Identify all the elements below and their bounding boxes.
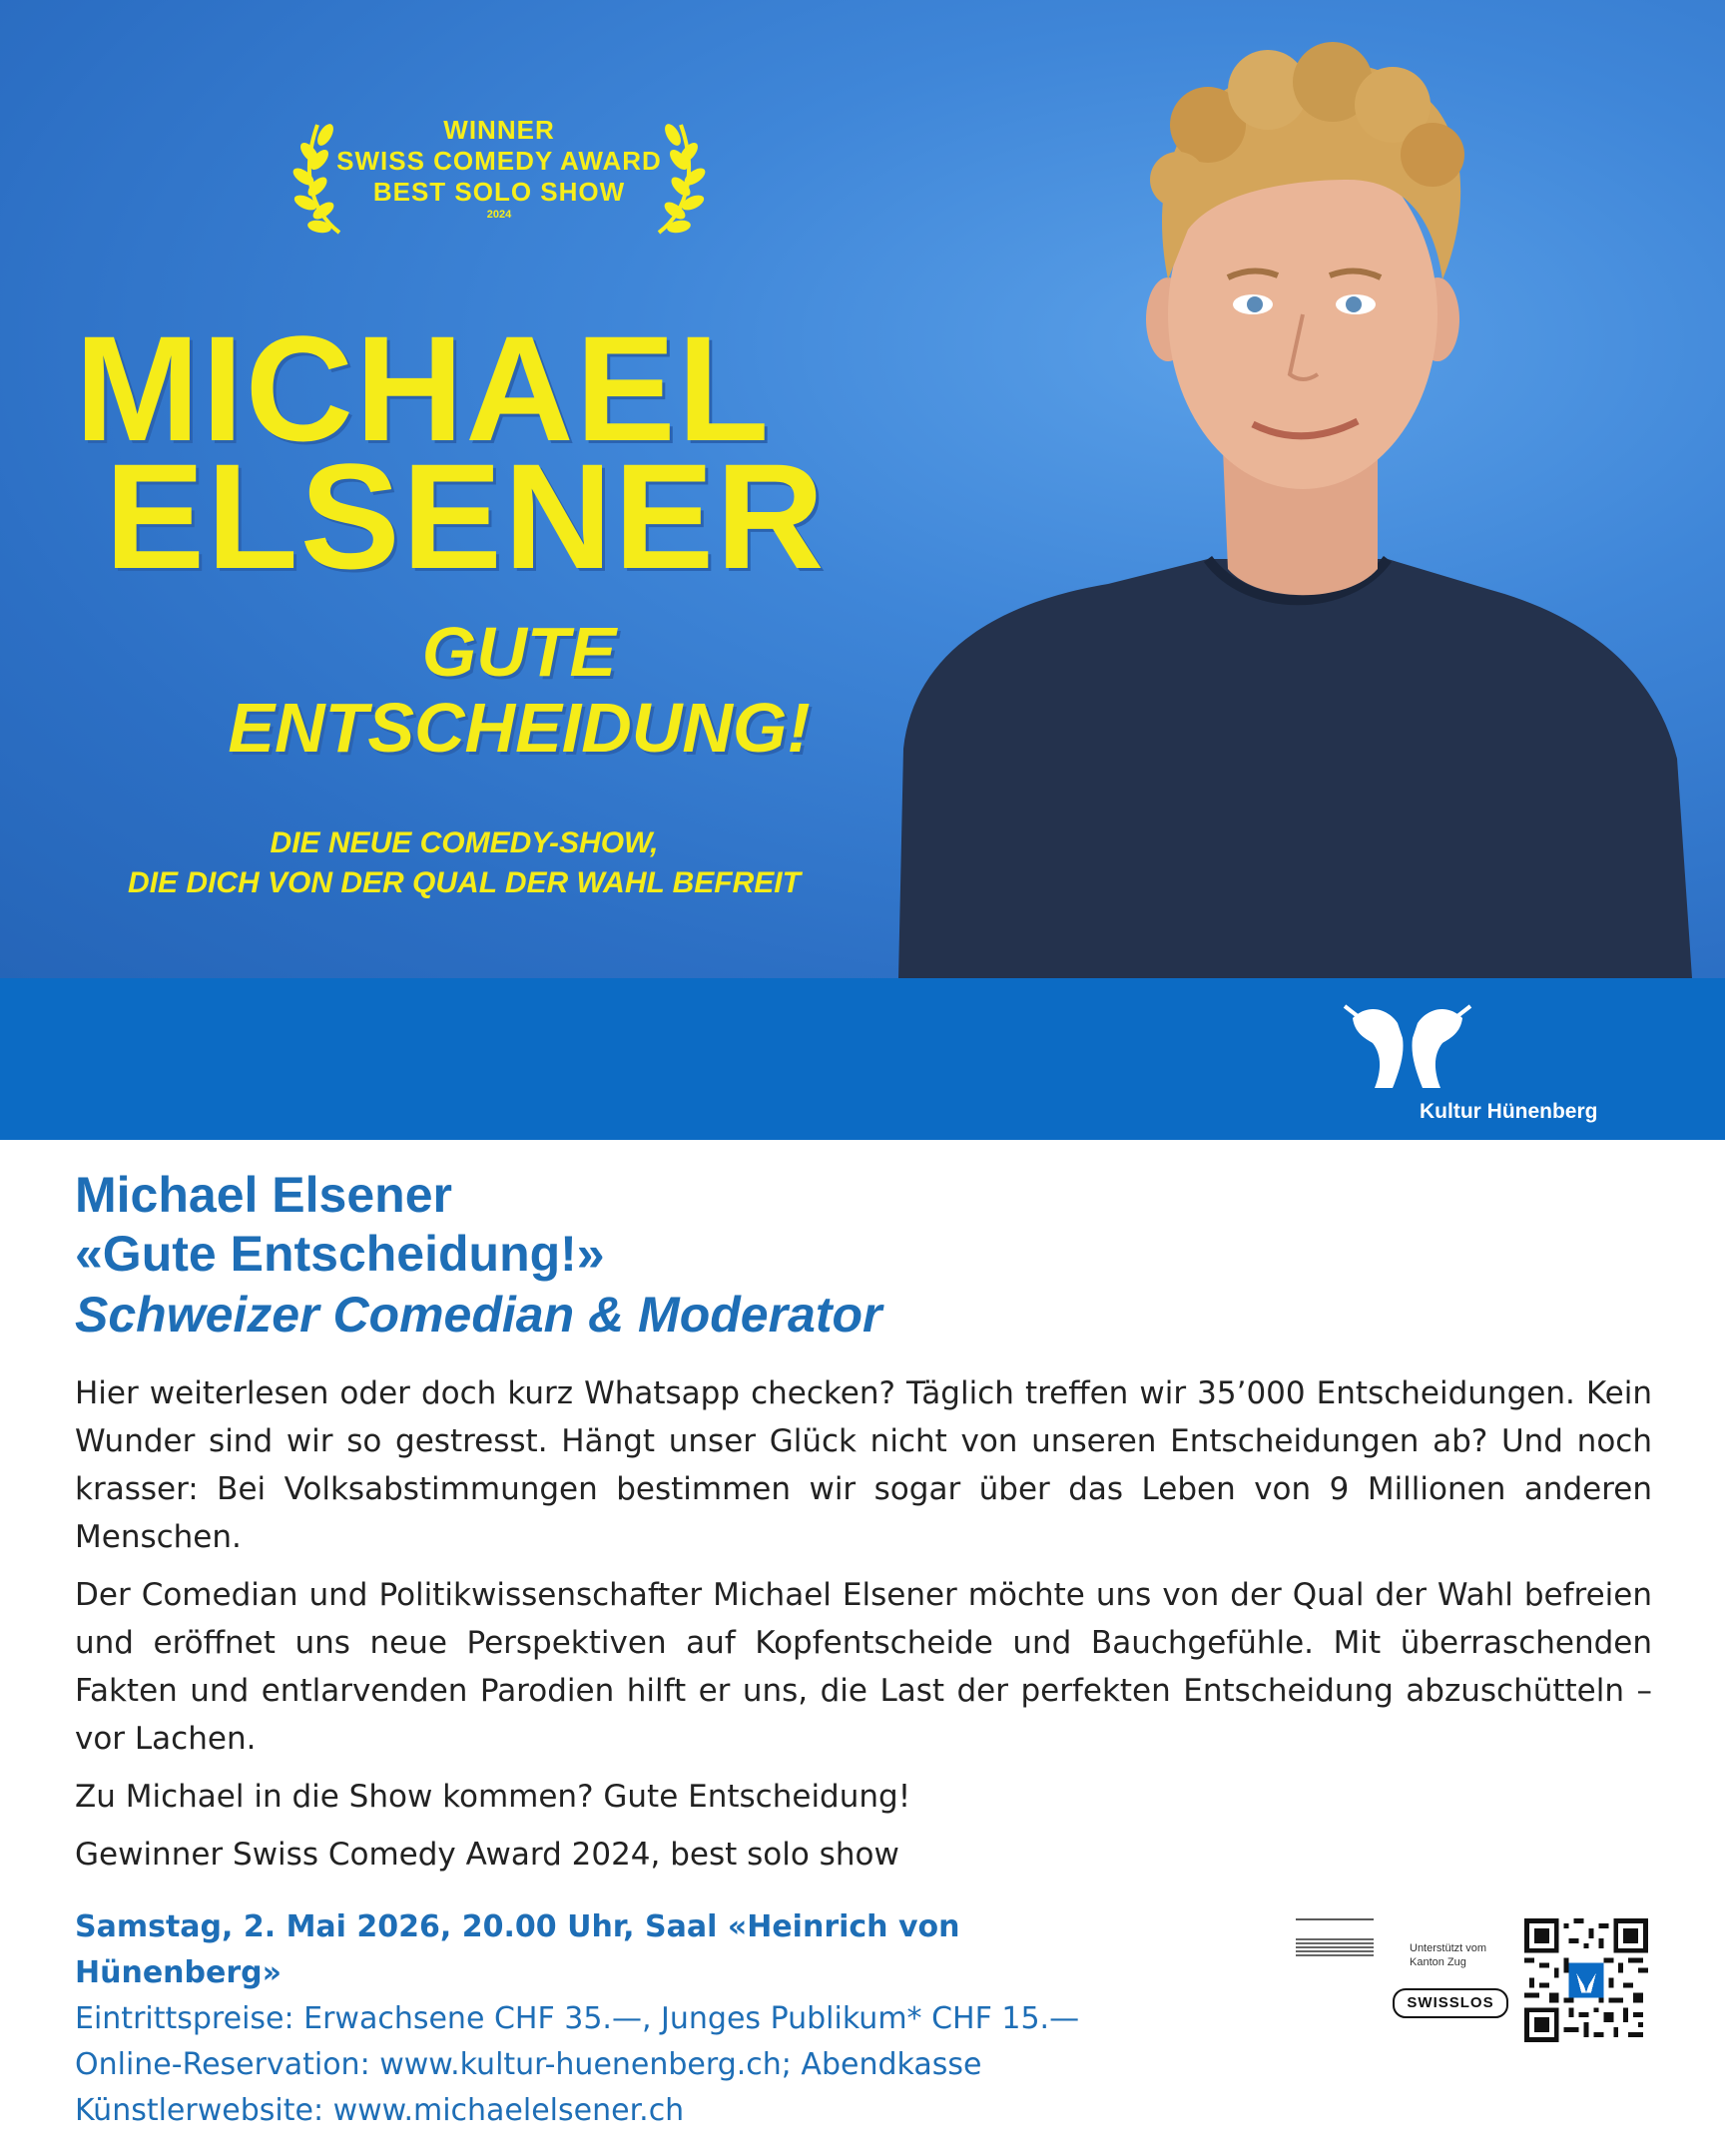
award-note: Gewinner Swiss Comedy Award 2024, best solo show bbox=[75, 1837, 899, 1873]
unicorn-logo-icon bbox=[1343, 998, 1472, 1093]
laurel-right-icon bbox=[649, 115, 709, 240]
artist-website[interactable]: Künstlerwebsite: www.michaelelsener.ch bbox=[75, 2093, 685, 2128]
artist-heading: Michael Elsener bbox=[75, 1167, 452, 1223]
show-title-line-2: ENTSCHEIDUNG! bbox=[228, 689, 811, 767]
event-details bbox=[75, 1904, 1173, 2134]
award-name: SWISS COMEDY AWARD bbox=[336, 146, 662, 176]
event-article bbox=[75, 1166, 1652, 1888]
artist-last-name: ELSENER bbox=[105, 432, 827, 600]
tagline-line-2: DIE DICH VON DER QUAL DER WAHL BEFREIT bbox=[128, 866, 801, 899]
artist-name-headline bbox=[75, 304, 933, 600]
kanton-zug-logo-icon bbox=[1296, 1918, 1374, 1960]
online-reservation[interactable]: Online-Reservation: www.kultur-huenenberg.ch; Abendkasse bbox=[75, 2047, 982, 2082]
qr-code-icon[interactable] bbox=[1524, 1918, 1648, 2042]
award-badge bbox=[289, 115, 709, 245]
show-title-line-1: GUTE bbox=[421, 613, 617, 691]
event-date: Samstag, 2. Mai 2026, 20.00 Uhr, Saal «Heinrich von Hünenberg» bbox=[75, 1909, 960, 1990]
description-paragraph-2: Der Comedian und Politikwissenschafter Michael Elsener möchte uns von der Qual der Wahl befreien und eröffnet uns neue Perspektiven auf Kopfentscheide und Bauchgefühle. Mit überraschenden Fakten und entlarvenden Parodien hilft er uns, die Last der perfekten Entscheidung abzuschütteln – vor Lachen. bbox=[75, 1577, 1652, 1757]
award-winner: WINNER bbox=[443, 115, 555, 145]
support-line-1: Unterstützt vom bbox=[1410, 1942, 1487, 1954]
award-category: BEST SOLO SHOW bbox=[372, 177, 626, 207]
poster-hero bbox=[0, 0, 1725, 978]
show-title-headline bbox=[140, 614, 898, 766]
award-year: 2024 bbox=[486, 209, 512, 221]
support-note bbox=[1410, 1941, 1519, 1969]
artist-first-name: MICHAEL bbox=[75, 304, 772, 472]
swisslos-logo: SWISSLOS bbox=[1393, 1988, 1508, 2018]
show-tagline bbox=[40, 823, 888, 903]
artist-subtitle: Schweizer Comedian & Moderator bbox=[75, 1287, 882, 1343]
laurel-left-icon bbox=[289, 115, 349, 240]
org-logo-text: Kultur Hünenberg bbox=[1420, 1100, 1598, 1123]
ticket-prices: Eintrittspreise: Erwachsene CHF 35.—, Junges Publikum* CHF 15.— bbox=[75, 2001, 1080, 2036]
description-paragraph-3: Zu Michael in die Show kommen? Gute Entscheidung! bbox=[75, 1779, 911, 1815]
show-heading: «Gute Entscheidung!» bbox=[75, 1226, 605, 1282]
artist-portrait bbox=[878, 30, 1697, 978]
tagline-line-1: DIE NEUE COMEDY-SHOW, bbox=[270, 826, 659, 859]
description-paragraph-1: Hier weiterlesen oder doch kurz Whatsapp checken? Täglich treffen wir 35’000 Entscheidungen. Kein Wunder sind wir so gestresst. Hängt unser Glück nicht von unseren Entscheidungen ab? Und noch krasser: Bei Volksabstimmungen bestimmen wir sogar über das Leben von 9 Millionen anderen Menschen. bbox=[75, 1375, 1652, 1555]
support-line-2: Kanton Zug bbox=[1410, 1956, 1466, 1968]
